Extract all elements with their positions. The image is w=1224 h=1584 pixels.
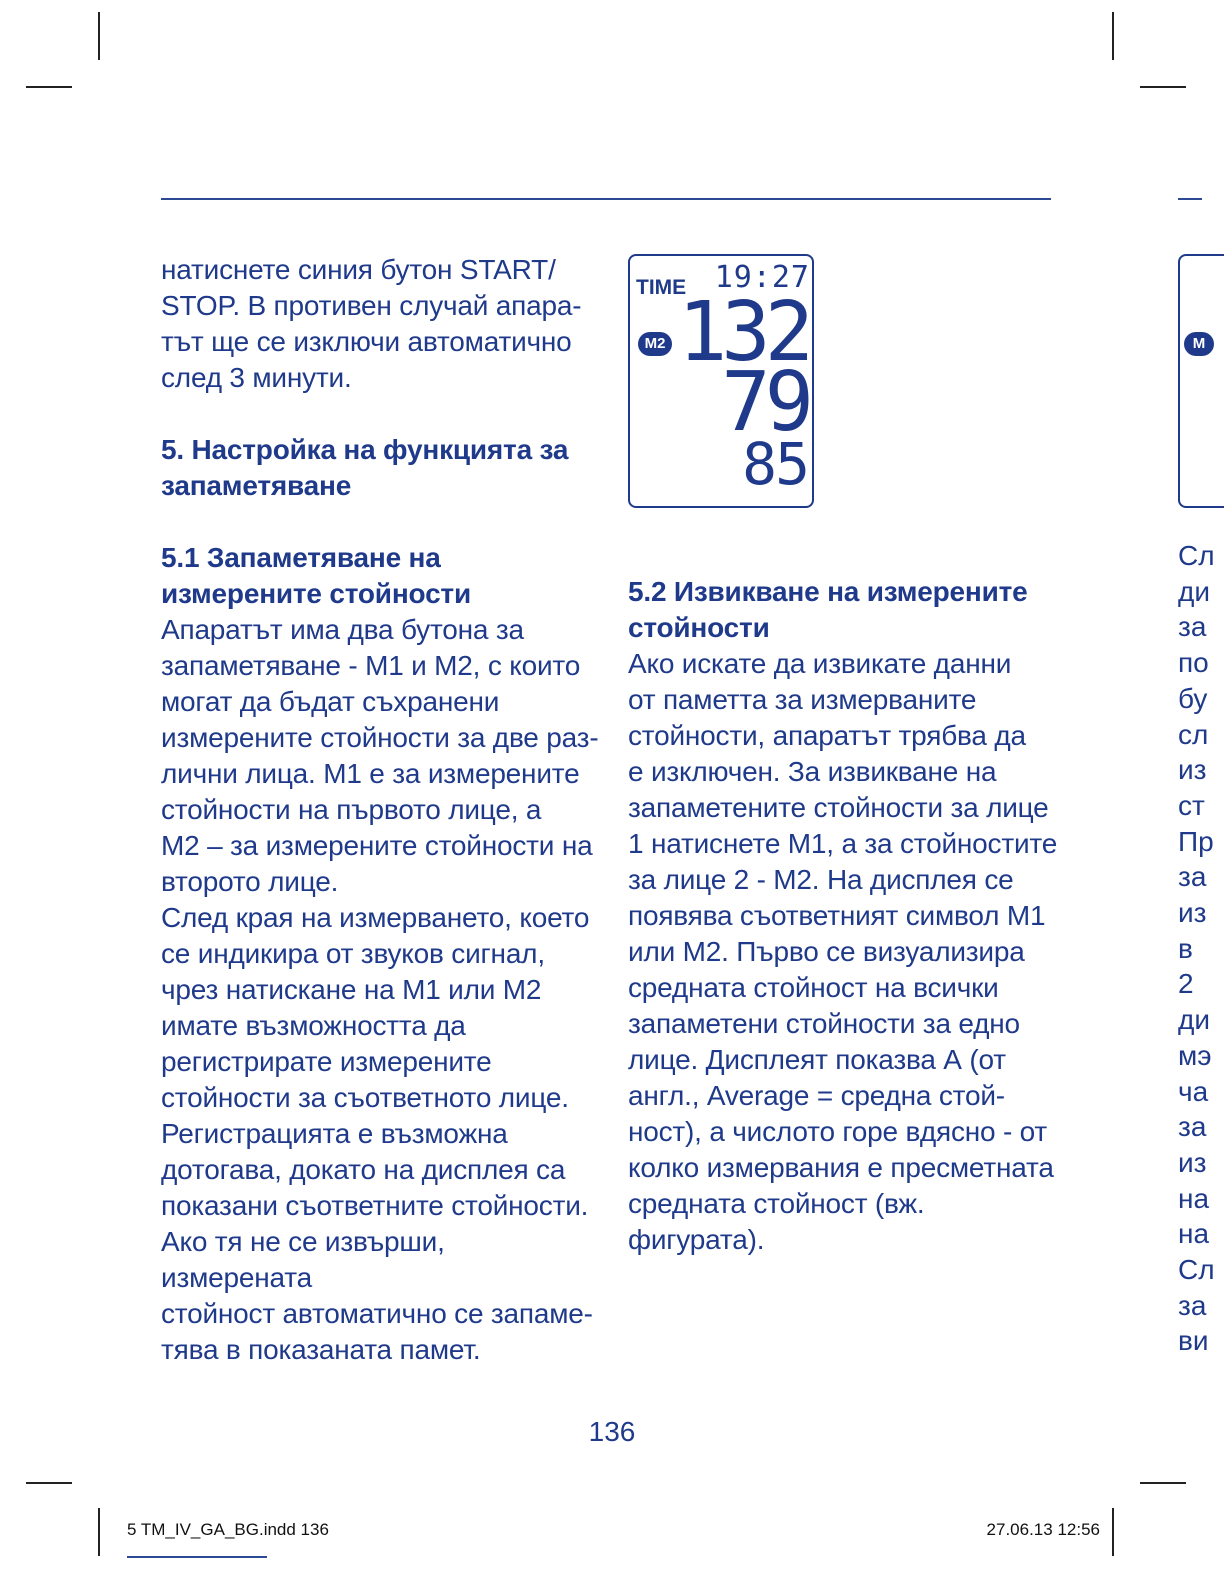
body-line: 1 натиснете M1, а за стойностите bbox=[628, 828, 1058, 859]
body-line: англ., Average = средна стой- bbox=[628, 1080, 1005, 1111]
fragment-line: ча bbox=[1178, 1075, 1209, 1107]
fragment-line: ст bbox=[1178, 789, 1205, 821]
intro-line: STOP. В противен случай апара- bbox=[161, 290, 582, 321]
fragment-line: из bbox=[1178, 1146, 1207, 1178]
body-line: средната стойност на всички bbox=[628, 972, 999, 1003]
footer-date-time: 27.06.13 12:56 bbox=[986, 1520, 1100, 1539]
crop-mark bbox=[98, 1508, 100, 1556]
body-line: След края на измерването, което bbox=[161, 902, 590, 933]
clock-readout: 19:27 bbox=[714, 260, 810, 295]
body-line: от паметта за измерваните bbox=[628, 684, 977, 715]
next-page-lcd-display bbox=[1178, 254, 1224, 508]
page-number: 136 bbox=[588, 1416, 636, 1447]
fragment-line: на bbox=[1178, 1182, 1210, 1214]
lcd-display bbox=[628, 254, 814, 508]
fragment-line: Пр bbox=[1178, 825, 1214, 857]
body-line: за лице 2 - M2. На дисплея се bbox=[628, 864, 1014, 895]
memory-badge: M bbox=[1184, 332, 1214, 356]
body-line: Регистрацията е възможна bbox=[161, 1118, 508, 1149]
body-line: могат да бъдат съхранени bbox=[161, 686, 500, 717]
section-5-heading: запаметяване bbox=[161, 470, 352, 501]
crop-mark bbox=[26, 1482, 72, 1484]
section-5-2-heading: стойности bbox=[628, 612, 770, 643]
body-line: чрез натискане на M1 или M2 bbox=[161, 974, 542, 1005]
body-line: регистрирате измерените bbox=[161, 1046, 492, 1077]
fragment-line: из bbox=[1178, 897, 1207, 929]
crop-mark bbox=[1112, 1508, 1114, 1556]
body-line: запаметените стойности за лице bbox=[628, 792, 1049, 823]
middle-column bbox=[628, 574, 1068, 1258]
fragment-line: сл bbox=[1178, 718, 1209, 750]
intro-line: тът ще се изключи автоматично bbox=[161, 326, 572, 357]
body-line: лице. Дисплеят показва А (от bbox=[628, 1044, 1006, 1075]
body-line: е изключен. За извикване на bbox=[628, 756, 997, 787]
fragment-line: на bbox=[1178, 1218, 1210, 1250]
fragment-line: бу bbox=[1178, 682, 1208, 714]
fragment-line: Сл bbox=[1178, 540, 1215, 571]
crop-mark bbox=[98, 12, 100, 60]
body-line: се индикира от звуков сигнал, bbox=[161, 938, 545, 969]
fragment-line: из bbox=[1178, 754, 1207, 786]
body-line: колко измервания е пресметната bbox=[628, 1152, 1054, 1183]
header-rule bbox=[161, 198, 1051, 200]
fragment-line: за bbox=[1178, 1289, 1207, 1321]
body-line: измерените стойности за две раз- bbox=[161, 722, 599, 753]
fragment-line: 2 bbox=[1178, 968, 1194, 1000]
section-5-1-heading: измерените стойности bbox=[161, 578, 471, 609]
intro-line: след 3 минути. bbox=[161, 362, 352, 393]
body-line: запаметени стойности за едно bbox=[628, 1008, 1020, 1039]
intro-line: натиснете синия бутон START/ bbox=[161, 254, 556, 285]
diastolic-value: 79 bbox=[721, 355, 808, 450]
body-line: показани съответните стойности. bbox=[161, 1190, 589, 1221]
body-line: средната стойност (вж. фигурата). bbox=[628, 1188, 925, 1255]
fragment-line: за bbox=[1178, 1111, 1207, 1143]
footer-rule bbox=[127, 1556, 267, 1558]
fragment-line: ви bbox=[1178, 1325, 1209, 1357]
memory-badge: M2 bbox=[638, 332, 672, 356]
body-line: M2 – за измерените стойности на bbox=[161, 830, 593, 861]
body-line: стойности за съответното лице. bbox=[161, 1082, 569, 1113]
body-line: второто лице. bbox=[161, 866, 339, 897]
header-rule-next-page bbox=[1178, 198, 1202, 200]
body-line: запаметяване - M1 и M2, с които bbox=[161, 650, 581, 681]
body-line: стойности на първото лице, а bbox=[161, 794, 542, 825]
left-column bbox=[161, 252, 601, 1368]
crop-mark bbox=[1112, 12, 1114, 60]
systolic-value: 132 bbox=[677, 285, 808, 380]
crop-mark bbox=[1140, 1482, 1186, 1484]
body-line: дотогава, докато на дисплея са bbox=[161, 1154, 566, 1185]
section-5-2-heading: 5.2 Извикване на измерените bbox=[628, 576, 1028, 607]
section-5-heading: 5. Настройка на функцията за bbox=[161, 434, 569, 465]
body-line: стойности, апаратът трябва да bbox=[628, 720, 1026, 751]
fragment-line: за bbox=[1178, 611, 1207, 643]
body-line: появява съответният символ M1 bbox=[628, 900, 1046, 931]
body-line: имате възможността да bbox=[161, 1010, 466, 1041]
body-line: Ако тя не се извърши, измерената bbox=[161, 1226, 445, 1293]
time-label: TIME bbox=[636, 276, 687, 299]
fragment-line: мэ bbox=[1178, 1039, 1212, 1071]
fragment-line: ди bbox=[1178, 1004, 1210, 1036]
section-5-1-heading: 5.1 Запаметяване на bbox=[161, 542, 441, 573]
fragment-line: Сл bbox=[1178, 1254, 1215, 1286]
body-line: ност), а числото горе вдясно - от bbox=[628, 1116, 1048, 1147]
crop-mark bbox=[26, 86, 72, 88]
fragment-line: ди bbox=[1178, 575, 1210, 607]
fragment-line: в bbox=[1178, 932, 1193, 964]
crop-mark bbox=[1140, 86, 1186, 88]
footer-file-name: 5 TM_IV_GA_BG.indd 136 bbox=[127, 1520, 329, 1539]
body-line: Апаратът има два бутона за bbox=[161, 614, 524, 645]
body-line: тява в показаната памет. bbox=[161, 1334, 481, 1365]
pulse-value: 85 bbox=[742, 430, 808, 498]
body-line: Ако искате да извикате данни bbox=[628, 648, 1012, 679]
fragment-line: по bbox=[1178, 647, 1209, 679]
body-line: или M2. Първо се визуализира bbox=[628, 936, 1025, 967]
body-line: стойност автоматично се запаме- bbox=[161, 1298, 593, 1329]
body-line: лични лица. M1 е за измерените bbox=[161, 758, 580, 789]
next-page-column bbox=[1178, 538, 1224, 1359]
fragment-line: за bbox=[1178, 861, 1207, 893]
